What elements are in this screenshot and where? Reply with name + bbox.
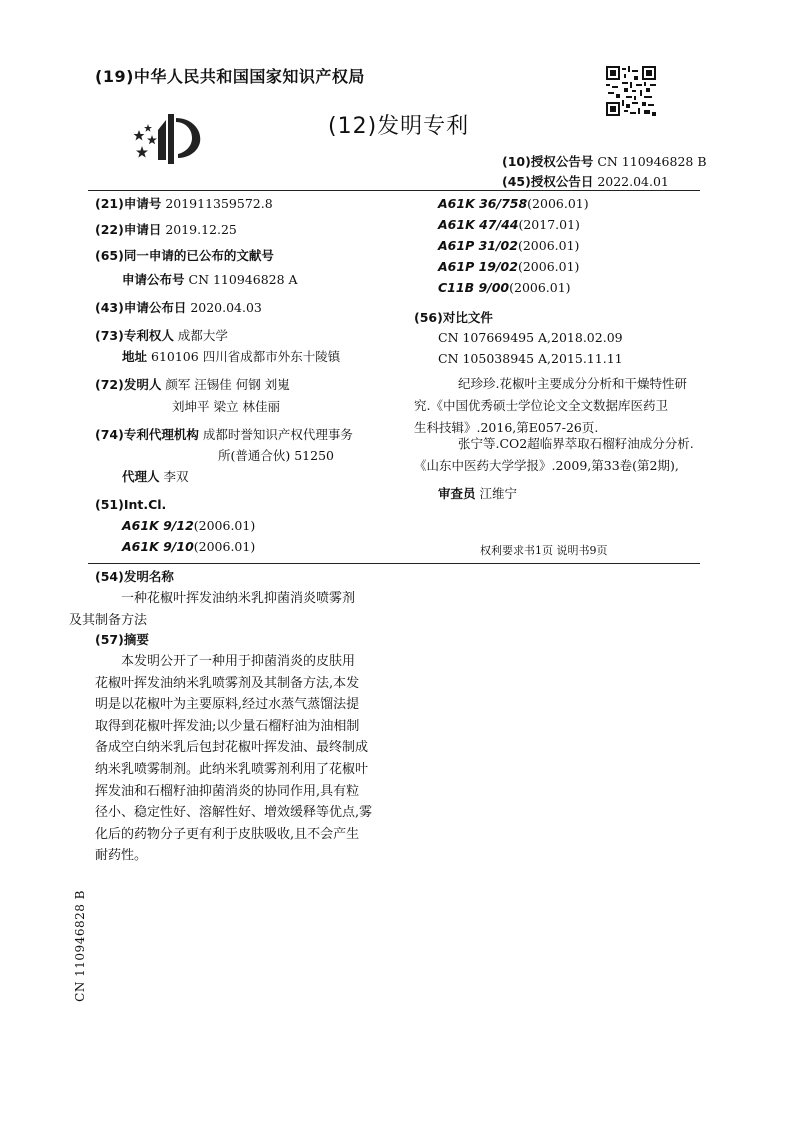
intcl-item xyxy=(438,217,580,232)
ipc-code: A61P 31/02 xyxy=(438,238,518,253)
reference-item: CN 107669495 A,2018.02.09 xyxy=(438,330,623,345)
cited-references-label xyxy=(414,308,493,326)
ipc-version: (2006.01) xyxy=(527,196,589,211)
abstract-line: 径小、稳定性好、溶解性好、增效缓释等优点,雾 xyxy=(95,805,373,821)
qr-code-icon xyxy=(606,66,656,116)
application-number-label: (21)申请号 xyxy=(95,196,162,211)
ipc-version: (2017.01) xyxy=(518,217,580,232)
agent xyxy=(122,469,189,485)
cnipa-logo xyxy=(130,108,208,166)
examiner-value: 江维宁 xyxy=(479,486,518,501)
invention-title-heading: (54)发明名称 xyxy=(95,569,174,584)
publication-date-label: (43)申请公布日 xyxy=(95,300,187,315)
application-date-label: (22)申请日 xyxy=(95,222,162,237)
ipc-code: A61K 47/44 xyxy=(438,217,519,232)
inventors xyxy=(95,377,290,393)
grant-number-row xyxy=(502,152,707,170)
cited-references-title: (56)对比文件 xyxy=(414,310,493,325)
patentee-address xyxy=(122,349,340,365)
abstract-line: 本发明公开了一种用于抑菌消炎的皮肤用 xyxy=(121,654,356,669)
application-publication-number xyxy=(122,272,298,288)
application-date-value: 2019.12.25 xyxy=(165,222,237,237)
title-line: 一种花椒叶挥发油纳米乳抑菌消炎喷雾剂 xyxy=(121,591,356,606)
agent-label: 代理人 xyxy=(122,469,160,484)
agency-line-2: 所(普通合伙) 51250 xyxy=(218,448,334,463)
ipc-version: (2006.01) xyxy=(193,518,256,533)
ipc-code: A61K 9/12 xyxy=(122,518,194,533)
document-type: (12)发明专利 xyxy=(328,114,470,139)
intcl-item xyxy=(438,196,589,211)
header-divider xyxy=(88,190,700,191)
side-document-id: CN 110946828 B xyxy=(73,890,87,1002)
invention-title-label xyxy=(95,569,174,585)
grant-number-label: (10)授权公告号 xyxy=(502,154,594,169)
section-divider xyxy=(88,563,700,564)
patentee xyxy=(95,328,228,344)
abstract-line: 取得到花椒叶挥发油;以少量石榴籽油为油相制 xyxy=(95,718,360,734)
invention-title xyxy=(69,588,399,631)
intcl-item xyxy=(122,539,255,555)
ipc-code: C11B 9/00 xyxy=(438,280,510,295)
prior-publication-label xyxy=(95,248,274,264)
abstract-body xyxy=(95,651,399,867)
address-value: 610106 四川省成都市外东十陵镇 xyxy=(151,349,341,364)
publication-date-value: 2020.04.03 xyxy=(190,300,262,315)
grant-date: 2022.04.01 xyxy=(597,174,669,189)
citation-line: 生科技辑》.2016,第E057-26页. xyxy=(414,420,599,435)
agency-line-1: 成都时誉知识产权代理事务 xyxy=(202,427,353,442)
office-name: (19)中华人民共和国国家知识产权局 xyxy=(95,67,365,86)
intcl-title: (51)Int.Cl. xyxy=(95,497,167,512)
ipc-code: A61K 9/10 xyxy=(122,539,194,554)
grant-date-row xyxy=(502,172,669,190)
patentee-value: 成都大学 xyxy=(177,328,228,343)
intcl-item xyxy=(438,280,571,295)
abstract-line: 花椒叶挥发油纳米乳喷雾剂及其制备方法,本发 xyxy=(95,675,360,691)
abstract-line: 备成空白纳米乳后包封花椒叶挥发油、最终制成 xyxy=(95,740,369,756)
abstract-label xyxy=(95,632,149,648)
ipc-version: (2006.01) xyxy=(509,280,571,295)
abstract-heading: (57)摘要 xyxy=(95,632,149,647)
citation-line: 张宁等.CO2超临界萃取石榴籽油成分分析. xyxy=(458,436,694,451)
inventors-line-2: 刘坤平 梁立 林佳丽 xyxy=(172,399,280,414)
abstract-line: 耐药性。 xyxy=(95,848,148,864)
application-publication-number-value: CN 110946828 A xyxy=(188,272,298,287)
abstract-line: 化后的药物分子更有利于皮肤吸收,且不会产生 xyxy=(95,826,360,842)
citation-line: 究.《中国优秀硕士学位论文全文数据库医药卫 xyxy=(414,398,668,413)
citation-line: 纪珍珍.花椒叶主要成分分析和干燥特性研 xyxy=(458,376,687,391)
ipc-version: (2006.01) xyxy=(193,539,256,554)
abstract-line: 纳米乳喷雾制剂。此纳米乳喷雾剂利用了花椒叶 xyxy=(95,761,369,777)
intcl-label xyxy=(95,497,166,513)
citation-line: 《山东中医药大学学报》.2009,第33卷(第2期), xyxy=(414,458,679,473)
ipc-version: (2006.01) xyxy=(517,259,580,274)
application-publication-number-label: 申请公布号 xyxy=(122,272,185,287)
intcl-item xyxy=(438,259,579,274)
page-count: 权利要求书1页 说明书9页 xyxy=(480,544,608,557)
ipc-version: (2006.01) xyxy=(517,238,580,253)
patentee-label: (73)专利权人 xyxy=(95,328,174,343)
agent-value: 李双 xyxy=(163,469,189,484)
abstract-line: 明是以花椒叶为主要原料,经过水蒸气蒸馏法提 xyxy=(95,697,360,713)
reference-item: CN 105038945 A,2015.11.11 xyxy=(438,351,623,366)
grant-date-label: (45)授权公告日 xyxy=(502,174,594,189)
application-number xyxy=(95,196,273,212)
application-date xyxy=(95,222,237,238)
publication-date xyxy=(95,300,262,316)
ipc-code: A61K 36/758 xyxy=(438,196,528,211)
address-label: 地址 xyxy=(122,349,148,364)
application-number-value: 201911359572.8 xyxy=(165,196,273,211)
agency xyxy=(95,427,353,443)
ipc-code: A61P 19/02 xyxy=(438,259,518,274)
title-line: 及其制备方法 xyxy=(69,612,148,628)
inventors-label: (72)发明人 xyxy=(95,377,162,392)
intcl-item xyxy=(122,518,255,534)
agency-label: (74)专利代理机构 xyxy=(95,427,199,442)
examiner-label: 审查员 xyxy=(438,486,476,501)
prior-publication-title: (65)同一申请的已公布的文献号 xyxy=(95,248,274,263)
examiner xyxy=(438,484,517,502)
grant-number: CN 110946828 B xyxy=(597,154,707,169)
intcl-item xyxy=(438,238,579,253)
inventors-line-1: 颜军 汪锡佳 何钢 刘嵬 xyxy=(165,377,290,392)
abstract-line: 挥发油和石榴籽油抑菌消炎的协同作用,具有粒 xyxy=(95,783,360,799)
